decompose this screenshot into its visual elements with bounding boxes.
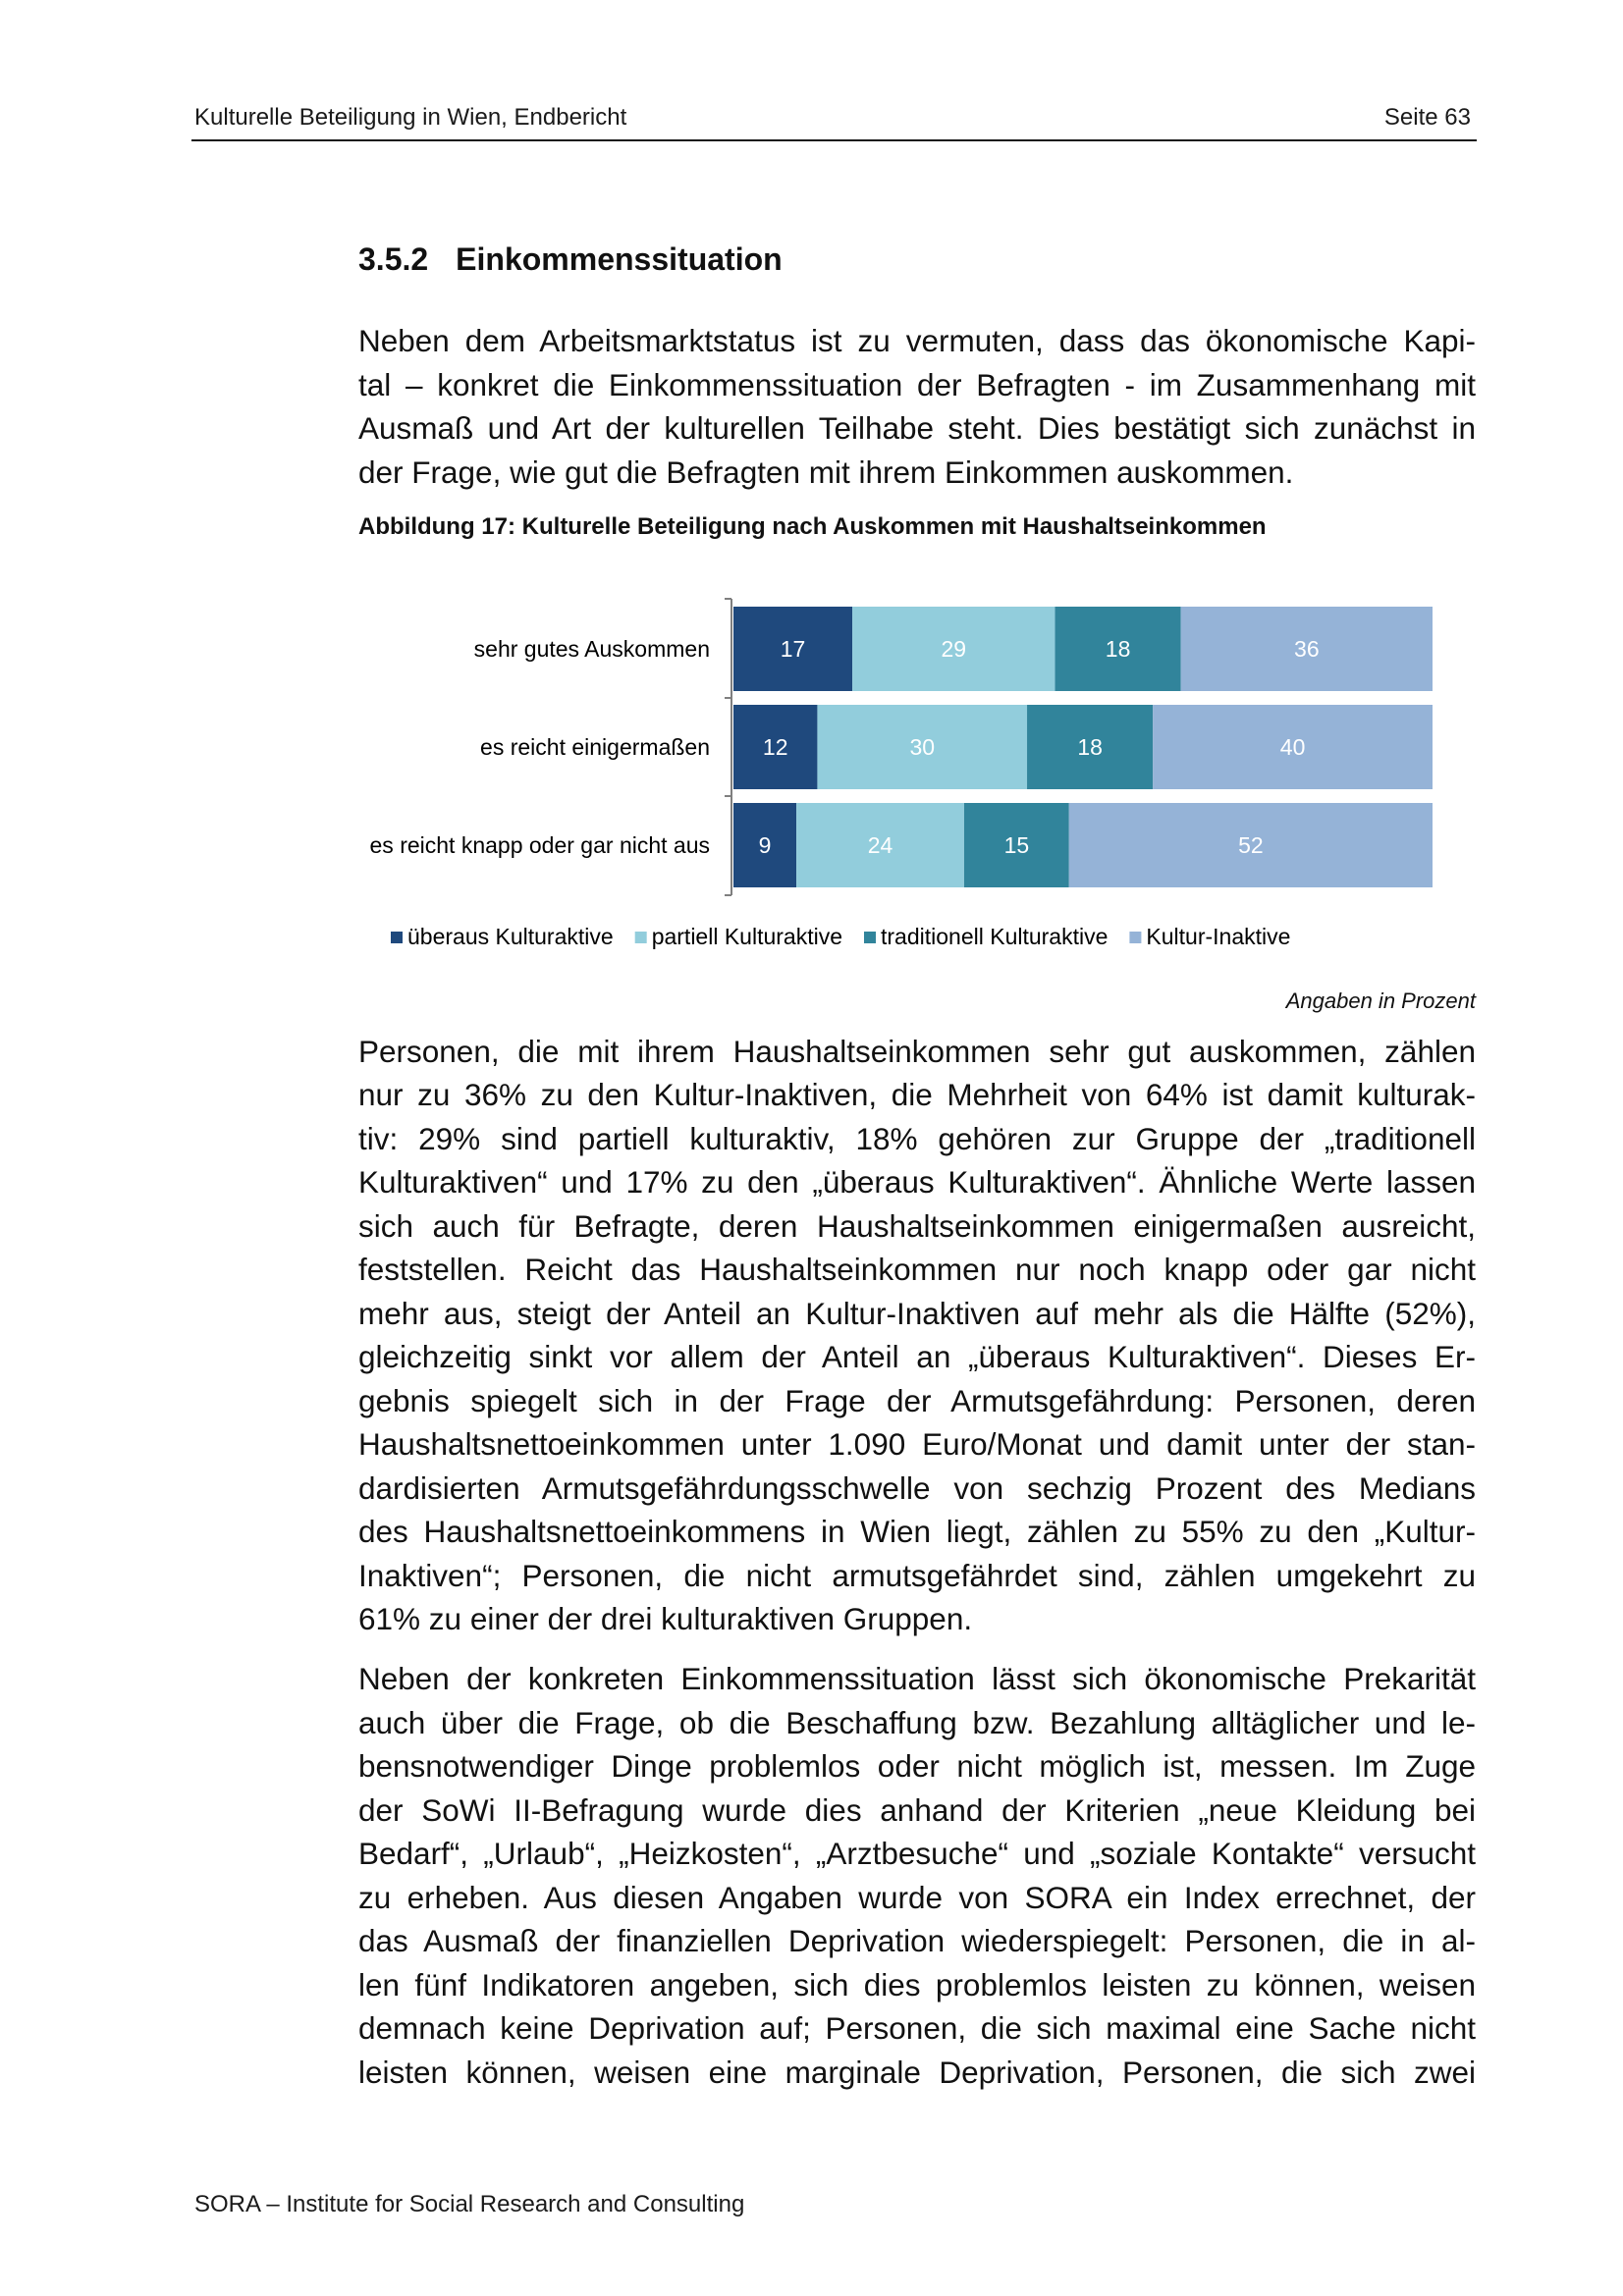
- legend-swatch: [391, 932, 403, 943]
- category-label: sehr gutes Auskommen: [473, 636, 710, 662]
- paragraph-line: Bedarf“, „Urlaub“, „Heizkosten“, „Arztbesuche“ und „soziale Kontakte“ versucht: [358, 1836, 1476, 1871]
- paragraph-line: des Haushaltsnettoeinkommens in Wien liegt, zählen zu 55% zu den „Kultur-: [358, 1514, 1476, 1549]
- paragraph-line: Ausmaß und Art der kulturellen Teilhabe steht. Dies bestätigt sich zunächst in: [358, 410, 1476, 446]
- header-rule: [191, 139, 1477, 141]
- category-label: es reicht knapp oder gar nicht aus: [369, 832, 710, 858]
- legend-label: traditionell Kulturaktive: [881, 924, 1109, 949]
- paragraph-line: tiv: 29% sind partiell kulturaktiv, 18% gehören zur Gruppe der „traditionell: [358, 1121, 1476, 1156]
- data-label: 24: [867, 832, 893, 858]
- paragraph-line: Neben dem Arbeitsmarktstatus ist zu vermuten, dass das ökonomische Kapi-: [358, 323, 1476, 358]
- data-label: 40: [1279, 734, 1306, 760]
- paragraph-line: auch über die Frage, ob die Beschaffung bzw. Bezahlung alltäglicher und le-: [358, 1705, 1476, 1740]
- paragraph-line: Personen, die mit ihrem Haushaltseinkommen sehr gut auskommen, zählen: [358, 1034, 1476, 1069]
- section-number: 3.5.2: [358, 241, 429, 277]
- paragraph-line: dardisierten Armutsgefährdungsschwelle von sechzig Prozent des Medians: [358, 1470, 1476, 1506]
- legend-label: Kultur-Inaktive: [1146, 924, 1291, 949]
- paragraph-line: der SoWi II-Befragung wurde dies anhand der Kriterien „neue Kleidung bei: [358, 1792, 1476, 1828]
- data-label: 9: [758, 832, 772, 858]
- paragraph-line: demnach keine Deprivation auf; Personen, die sich maximal eine Sache nicht: [358, 2010, 1476, 2046]
- paragraph-line: feststellen. Reicht das Haushaltseinkommen nur noch knapp oder gar nicht: [358, 1252, 1476, 1287]
- legend-swatch: [1129, 932, 1141, 943]
- page-number: Seite 63: [1383, 104, 1471, 131]
- paragraph-line: len fünf Indikatoren angeben, sich dies problemlos leisten zu können, weisen: [358, 1967, 1476, 2002]
- legend-swatch: [864, 932, 876, 943]
- paragraph-line: zu erheben. Aus diesen Angaben wurde von SORA ein Index errechnet, der: [358, 1880, 1476, 1915]
- data-label: 12: [762, 734, 788, 760]
- paragraph-line: sich auch für Befragte, deren Haushaltseinkommen einigermaßen ausreicht,: [358, 1208, 1476, 1244]
- section-heading: [358, 241, 783, 278]
- paragraph-line: der Frage, wie gut die Befragten mit ihrem Einkommen auskommen.: [358, 454, 1294, 490]
- footer-text: SORA – Institute for Social Research and Consulting: [194, 2191, 745, 2217]
- paragraph-line: gleichzeitig sinkt vor allem der Anteil an „überaus Kulturaktiven“. Dieses Er-: [358, 1339, 1476, 1374]
- paragraph-line: nur zu 36% zu den Kultur-Inaktiven, die Mehrheit von 64% ist damit kulturak-: [358, 1077, 1476, 1112]
- data-label: 17: [780, 636, 806, 662]
- data-label: 30: [909, 734, 936, 760]
- legend-swatch: [635, 932, 647, 943]
- data-label: 18: [1105, 636, 1131, 662]
- paragraph-line: Inaktiven“; Personen, die nicht armutsgefährdet sind, zählen umgekehrt zu: [358, 1558, 1476, 1593]
- paragraph-line: Haushaltsnettoeinkommen unter 1.090 Euro/Monat und damit unter der stan-: [358, 1426, 1476, 1462]
- running-header-title: Kulturelle Beteiligung in Wien, Endbericht: [194, 104, 627, 131]
- legend-label: überaus Kulturaktive: [407, 924, 614, 949]
- data-label: 36: [1294, 636, 1320, 662]
- paragraph-line: Neben der konkreten Einkommenssituation lässt sich ökonomische Prekarität: [358, 1661, 1476, 1696]
- data-label: 29: [941, 636, 967, 662]
- unit-note: Angaben in Prozent: [1285, 988, 1476, 1013]
- paragraph-line: das Ausmaß der finanziellen Deprivation wiederspiegelt: Personen, die in al-: [358, 1923, 1476, 1958]
- paragraph-line: gebnis spiegelt sich in der Frage der Armutsgefährdung: Personen, deren: [358, 1383, 1476, 1418]
- figure-caption: Abbildung 17: Kulturelle Beteiligung nach Auskommen mit Haushaltseinkommen: [358, 513, 1267, 540]
- data-label: 52: [1238, 832, 1264, 858]
- paragraph-line: Kulturaktiven“ und 17% zu den „überaus Kulturaktiven“. Ähnliche Werte lassen: [358, 1164, 1476, 1200]
- paragraph-line: bensnotwendiger Dinge problemlos oder nicht möglich ist, messen. Im Zuge: [358, 1748, 1476, 1784]
- data-label: 18: [1077, 734, 1103, 760]
- data-label: 15: [1003, 832, 1030, 858]
- stacked-bar-chart: [314, 589, 1453, 982]
- paragraph-line: 61% zu einer der drei kulturaktiven Gruppen.: [358, 1601, 973, 1636]
- paragraph-line: tal – konkret die Einkommenssituation der Befragten - im Zusammenhang mit: [358, 367, 1476, 402]
- category-label: es reicht einigermaßen: [480, 734, 710, 760]
- legend-label: partiell Kulturaktive: [651, 924, 842, 949]
- paragraph-line: leisten können, weisen eine marginale Deprivation, Personen, die sich zwei: [358, 2055, 1476, 2090]
- paragraph-line: mehr aus, steigt der Anteil an Kultur-Inaktiven auf mehr als die Hälfte (52%),: [358, 1296, 1476, 1331]
- section-title: Einkommenssituation: [456, 241, 783, 277]
